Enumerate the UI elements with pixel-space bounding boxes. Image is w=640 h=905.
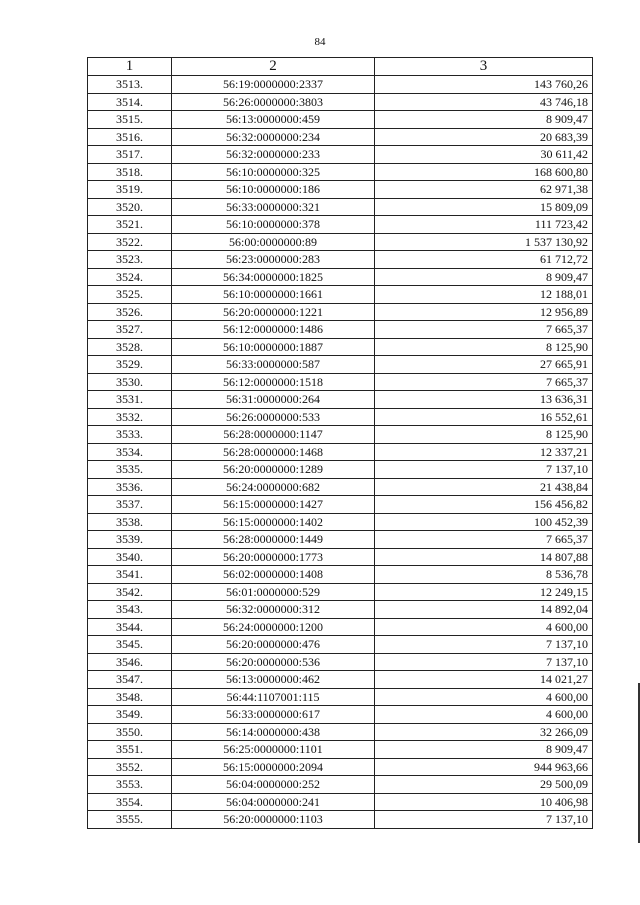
table-row — [88, 338, 593, 356]
cadastral-number-cell: 56:23:0000000:283 — [172, 251, 375, 269]
row-number-cell: 3555. — [88, 811, 172, 829]
row-number-cell: 3529. — [88, 356, 172, 374]
row-number-cell: 3524. — [88, 268, 172, 286]
value-cell: 8 125,90 — [375, 338, 593, 356]
value-cell: 7 665,37 — [375, 321, 593, 339]
row-number-cell: 3554. — [88, 793, 172, 811]
row-number-cell: 3515. — [88, 111, 172, 129]
column-header-2: 2 — [172, 58, 375, 76]
value-cell: 8 909,47 — [375, 741, 593, 759]
value-cell: 15 809,09 — [375, 198, 593, 216]
value-cell: 12 188,01 — [375, 286, 593, 304]
cadastral-number-cell: 56:19:0000000:2337 — [172, 76, 375, 94]
cadastral-number-cell: 56:26:0000000:3803 — [172, 93, 375, 111]
cadastral-number-cell: 56:24:0000000:1200 — [172, 618, 375, 636]
row-number-cell: 3520. — [88, 198, 172, 216]
table-row — [88, 496, 593, 514]
row-number-cell: 3537. — [88, 496, 172, 514]
row-number-cell: 3544. — [88, 618, 172, 636]
row-number-cell: 3522. — [88, 233, 172, 251]
value-cell: 4 600,00 — [375, 688, 593, 706]
column-header-3: 3 — [375, 58, 593, 76]
row-number-cell: 3513. — [88, 76, 172, 94]
row-number-cell: 3525. — [88, 286, 172, 304]
cadastral-number-cell: 56:25:0000000:1101 — [172, 741, 375, 759]
row-number-cell: 3518. — [88, 163, 172, 181]
value-cell: 12 249,15 — [375, 583, 593, 601]
row-number-cell: 3523. — [88, 251, 172, 269]
cadastral-number-cell: 56:04:0000000:241 — [172, 793, 375, 811]
table-row — [88, 653, 593, 671]
table-row — [88, 111, 593, 129]
value-cell: 32 266,09 — [375, 723, 593, 741]
column-header-1: 1 — [88, 58, 172, 76]
table-row — [88, 356, 593, 374]
value-cell: 29 500,09 — [375, 776, 593, 794]
row-number-cell: 3550. — [88, 723, 172, 741]
row-number-cell: 3530. — [88, 373, 172, 391]
row-number-cell: 3519. — [88, 181, 172, 199]
cadastral-number-cell: 56:32:0000000:234 — [172, 128, 375, 146]
cadastral-number-cell: 56:10:0000000:186 — [172, 181, 375, 199]
cadastral-number-cell: 56:13:0000000:459 — [172, 111, 375, 129]
row-number-cell: 3545. — [88, 636, 172, 654]
row-number-cell: 3535. — [88, 461, 172, 479]
cadastral-number-cell: 56:20:0000000:476 — [172, 636, 375, 654]
cadastral-number-cell: 56:20:0000000:1103 — [172, 811, 375, 829]
table-row — [88, 216, 593, 234]
cadastral-number-cell: 56:15:0000000:2094 — [172, 758, 375, 776]
row-number-cell: 3527. — [88, 321, 172, 339]
table-row — [88, 268, 593, 286]
table-row — [88, 251, 593, 269]
cadastral-number-cell: 56:12:0000000:1486 — [172, 321, 375, 339]
value-cell: 7 137,10 — [375, 811, 593, 829]
value-cell: 61 712,72 — [375, 251, 593, 269]
cadastral-number-cell: 56:15:0000000:1427 — [172, 496, 375, 514]
row-number-cell: 3551. — [88, 741, 172, 759]
row-number-cell: 3548. — [88, 688, 172, 706]
cadastral-number-cell: 56:24:0000000:682 — [172, 478, 375, 496]
table-row — [88, 321, 593, 339]
value-cell: 7 137,10 — [375, 461, 593, 479]
table-row — [88, 706, 593, 724]
table-row — [88, 181, 593, 199]
value-cell: 20 683,39 — [375, 128, 593, 146]
value-cell: 7 665,37 — [375, 373, 593, 391]
cadastral-number-cell: 56:10:0000000:1887 — [172, 338, 375, 356]
value-cell: 1 537 130,92 — [375, 233, 593, 251]
row-number-cell: 3528. — [88, 338, 172, 356]
cadastral-number-cell: 56:28:0000000:1147 — [172, 426, 375, 444]
cadastral-number-cell: 56:33:0000000:321 — [172, 198, 375, 216]
row-number-cell: 3534. — [88, 443, 172, 461]
cadastral-number-cell: 56:32:0000000:233 — [172, 146, 375, 164]
cadastral-number-cell: 56:20:0000000:1289 — [172, 461, 375, 479]
table-row — [88, 303, 593, 321]
table-row — [88, 566, 593, 584]
row-number-cell: 3516. — [88, 128, 172, 146]
row-number-cell: 3541. — [88, 566, 172, 584]
cadastral-number-cell: 56:00:0000000:89 — [172, 233, 375, 251]
table-row — [88, 583, 593, 601]
cadastral-number-cell: 56:15:0000000:1402 — [172, 513, 375, 531]
table-row — [88, 391, 593, 409]
registry-table — [87, 57, 593, 829]
row-number-cell: 3543. — [88, 601, 172, 619]
row-number-cell: 3531. — [88, 391, 172, 409]
table-row — [88, 601, 593, 619]
value-cell: 143 760,26 — [375, 76, 593, 94]
value-cell: 14 807,88 — [375, 548, 593, 566]
cadastral-number-cell: 56:10:0000000:1661 — [172, 286, 375, 304]
table-row — [88, 198, 593, 216]
row-number-cell: 3538. — [88, 513, 172, 531]
value-cell: 10 406,98 — [375, 793, 593, 811]
table-row — [88, 688, 593, 706]
value-cell: 30 611,42 — [375, 146, 593, 164]
value-cell: 944 963,66 — [375, 758, 593, 776]
cadastral-number-cell: 56:10:0000000:325 — [172, 163, 375, 181]
cadastral-number-cell: 56:31:0000000:264 — [172, 391, 375, 409]
table-row — [88, 286, 593, 304]
row-number-cell: 3540. — [88, 548, 172, 566]
row-number-cell: 3547. — [88, 671, 172, 689]
value-cell: 16 552,61 — [375, 408, 593, 426]
value-cell: 12 956,89 — [375, 303, 593, 321]
page-number: 84 — [314, 36, 326, 48]
table-row — [88, 671, 593, 689]
cadastral-number-cell: 56:01:0000000:529 — [172, 583, 375, 601]
row-number-cell: 3532. — [88, 408, 172, 426]
table-row — [88, 478, 593, 496]
cadastral-number-cell: 56:13:0000000:462 — [172, 671, 375, 689]
cadastral-number-cell: 56:10:0000000:378 — [172, 216, 375, 234]
cadastral-number-cell: 56:33:0000000:617 — [172, 706, 375, 724]
table-row — [88, 618, 593, 636]
cadastral-number-cell: 56:20:0000000:1773 — [172, 548, 375, 566]
row-number-cell: 3514. — [88, 93, 172, 111]
row-number-cell: 3552. — [88, 758, 172, 776]
value-cell: 8 909,47 — [375, 268, 593, 286]
table-row — [88, 811, 593, 829]
table-row — [88, 741, 593, 759]
cadastral-number-cell: 56:14:0000000:438 — [172, 723, 375, 741]
value-cell: 4 600,00 — [375, 706, 593, 724]
row-number-cell: 3553. — [88, 776, 172, 794]
value-cell: 100 452,39 — [375, 513, 593, 531]
table-row — [88, 723, 593, 741]
value-cell: 62 971,38 — [375, 181, 593, 199]
cadastral-number-cell: 56:20:0000000:1221 — [172, 303, 375, 321]
table-row — [88, 146, 593, 164]
value-cell: 4 600,00 — [375, 618, 593, 636]
table-row — [88, 233, 593, 251]
row-number-cell: 3549. — [88, 706, 172, 724]
cadastral-number-cell: 56:04:0000000:252 — [172, 776, 375, 794]
row-number-cell: 3539. — [88, 531, 172, 549]
value-cell: 21 438,84 — [375, 478, 593, 496]
cadastral-number-cell: 56:28:0000000:1449 — [172, 531, 375, 549]
value-cell: 12 337,21 — [375, 443, 593, 461]
value-cell: 13 636,31 — [375, 391, 593, 409]
table-row — [88, 76, 593, 94]
table-row — [88, 793, 593, 811]
cadastral-number-cell: 56:34:0000000:1825 — [172, 268, 375, 286]
value-cell: 111 723,42 — [375, 216, 593, 234]
cadastral-number-cell: 56:26:0000000:533 — [172, 408, 375, 426]
row-number-cell: 3521. — [88, 216, 172, 234]
table-row — [88, 461, 593, 479]
row-number-cell: 3536. — [88, 478, 172, 496]
table-row — [88, 776, 593, 794]
table-row — [88, 636, 593, 654]
table-row — [88, 513, 593, 531]
value-cell: 7 137,10 — [375, 636, 593, 654]
table-row — [88, 93, 593, 111]
value-cell: 43 746,18 — [375, 93, 593, 111]
value-cell: 14 892,04 — [375, 601, 593, 619]
row-number-cell: 3526. — [88, 303, 172, 321]
table-row — [88, 128, 593, 146]
value-cell: 8 125,90 — [375, 426, 593, 444]
table-row — [88, 426, 593, 444]
table-row — [88, 408, 593, 426]
cadastral-number-cell: 56:20:0000000:536 — [172, 653, 375, 671]
header-row — [88, 58, 593, 76]
value-cell: 8 536,78 — [375, 566, 593, 584]
table-row — [88, 163, 593, 181]
value-cell: 8 909,47 — [375, 111, 593, 129]
row-number-cell: 3546. — [88, 653, 172, 671]
cadastral-number-cell: 56:44:1107001:115 — [172, 688, 375, 706]
row-number-cell: 3533. — [88, 426, 172, 444]
table-row — [88, 443, 593, 461]
value-cell: 14 021,27 — [375, 671, 593, 689]
table-row — [88, 373, 593, 391]
cadastral-number-cell: 56:33:0000000:587 — [172, 356, 375, 374]
table-row — [88, 548, 593, 566]
cadastral-number-cell: 56:28:0000000:1468 — [172, 443, 375, 461]
cadastral-number-cell: 56:12:0000000:1518 — [172, 373, 375, 391]
row-number-cell: 3517. — [88, 146, 172, 164]
table-row — [88, 758, 593, 776]
value-cell: 156 456,82 — [375, 496, 593, 514]
value-cell: 27 665,91 — [375, 356, 593, 374]
row-number-cell: 3542. — [88, 583, 172, 601]
value-cell: 168 600,80 — [375, 163, 593, 181]
cadastral-number-cell: 56:32:0000000:312 — [172, 601, 375, 619]
table-row — [88, 531, 593, 549]
cadastral-number-cell: 56:02:0000000:1408 — [172, 566, 375, 584]
value-cell: 7 137,10 — [375, 653, 593, 671]
value-cell: 7 665,37 — [375, 531, 593, 549]
